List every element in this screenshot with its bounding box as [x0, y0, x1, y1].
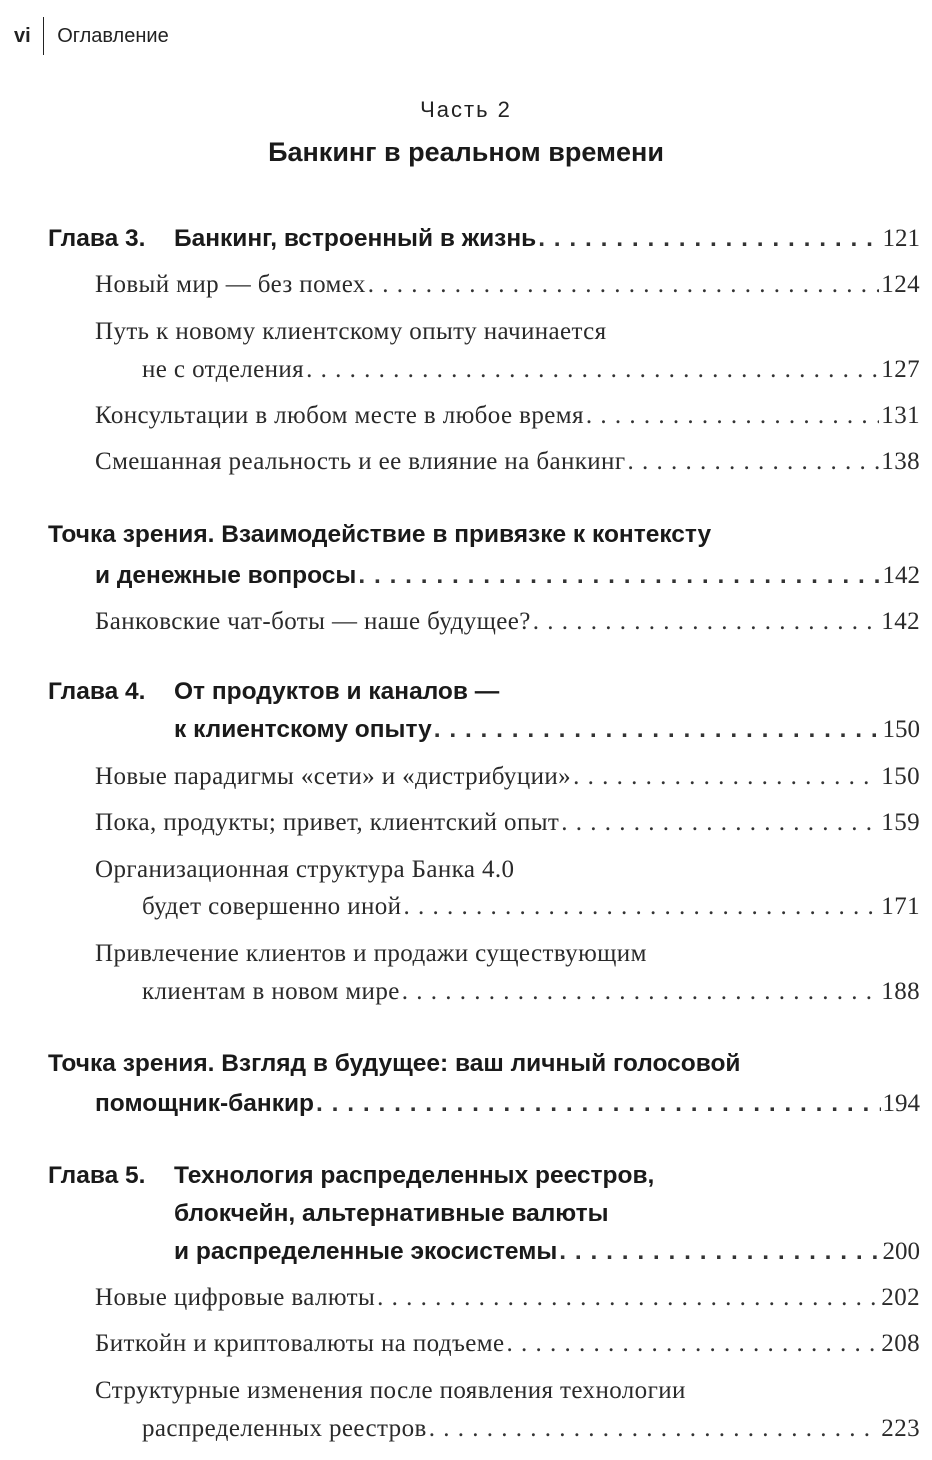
toc-entry-chapter-4[interactable]: [0, 716, 920, 752]
section-title: Консультации в любом месте в любое время: [95, 402, 584, 429]
toc-entry-section[interactable]: [0, 1415, 920, 1451]
toc-entry-viewpoint[interactable]: [0, 562, 920, 598]
toc-entry-section[interactable]: [0, 763, 920, 799]
part-title: Банкинг в реальном времени: [268, 137, 664, 167]
toc-entry-chapter-3[interactable]: [0, 225, 920, 261]
chapter-title-continued: и распределенные экосистемы: [174, 1238, 558, 1265]
viewpoint-title-continued: помощник-банкир: [95, 1090, 315, 1117]
page-ref: 138: [881, 448, 920, 475]
chapter-title: Технология распределенных реестров,: [174, 1162, 655, 1189]
viewpoint-title-line[interactable]: Точка зрения. Взгляд в будущее: ваш личный голосовой: [48, 1050, 741, 1077]
leader-dots: [434, 716, 881, 744]
page-ref: 150: [881, 763, 920, 790]
leader-dots: [561, 809, 879, 837]
chapter-title: Банкинг, встроенный в жизнь: [174, 225, 537, 252]
section-title: Пока, продукты; привет, клиентский опыт: [95, 809, 560, 836]
section-title: Смешанная реальность и ее влияние на банкинг: [95, 448, 626, 475]
section-title-line[interactable]: Организационная структура Банка 4.0: [95, 856, 515, 883]
section-title-continued: не с отделения: [142, 356, 305, 383]
toc-entry-section[interactable]: [0, 893, 920, 929]
page-ref: 202: [881, 1284, 920, 1311]
chapter-label: Глава 5.: [48, 1162, 146, 1189]
page-ref: 131: [881, 402, 920, 429]
toc-entry-section[interactable]: [0, 448, 920, 484]
leader-dots: [402, 978, 880, 1006]
leader-dots: [403, 893, 879, 921]
page-ref: 121: [882, 225, 920, 252]
leader-dots: [573, 763, 879, 791]
viewpoint-title-continued: и денежные вопросы: [95, 562, 357, 589]
page-ref: 150: [882, 716, 920, 743]
leader-dots: [306, 356, 879, 384]
page-ref: 200: [882, 1238, 920, 1265]
page-ref: 142: [881, 608, 920, 635]
page-ref: 208: [881, 1330, 920, 1357]
leader-dots: [316, 1090, 880, 1118]
toc-entry-section[interactable]: [0, 809, 920, 845]
chapter-heading-line[interactable]: [48, 678, 499, 714]
section-title: Банковские чат-боты — наше будущее?: [95, 608, 531, 635]
running-header: [14, 17, 169, 55]
toc-entry-section[interactable]: [0, 402, 920, 438]
toc-entry-section[interactable]: [0, 608, 920, 644]
section-title: Новый мир — без помех: [95, 271, 366, 298]
chapter-label: Глава 3.: [48, 225, 146, 252]
chapter-title: От продуктов и каналов —: [174, 678, 500, 705]
viewpoint-title-line[interactable]: Точка зрения. Взаимодействие в привязке к контексту: [48, 521, 712, 548]
leader-dots: [368, 271, 880, 299]
leader-dots: [507, 1330, 880, 1358]
section-title-continued: будет совершенно иной: [142, 893, 402, 920]
page-ref: 127: [881, 356, 920, 383]
section-title: Биткойн и криптовалюты на подъеме: [95, 1330, 505, 1357]
section-title: Новые парадигмы «сети» и «дистрибуции»: [95, 763, 572, 790]
leader-dots: [377, 1284, 879, 1312]
page-ref: 188: [881, 978, 920, 1005]
section-title-line[interactable]: Привлечение клиентов и продажи существующим: [95, 940, 647, 967]
leader-dots: [559, 1238, 880, 1266]
toc-entry-viewpoint[interactable]: [0, 1090, 920, 1126]
leader-dots: [429, 1415, 880, 1443]
section-title-continued: распределенных реестров: [142, 1415, 427, 1442]
page-number: vi: [14, 24, 31, 47]
leader-dots: [358, 562, 880, 590]
section-title-line[interactable]: Путь к новому клиентскому опыту начинается: [95, 318, 607, 345]
page-ref: 223: [881, 1415, 920, 1442]
chapter-label: Глава 4.: [48, 678, 146, 705]
part-label: Часть 2: [420, 97, 512, 122]
toc-entry-section[interactable]: [0, 1330, 920, 1366]
page-ref: 142: [882, 562, 920, 589]
toc-entry-section[interactable]: [0, 356, 920, 392]
toc-entry-chapter-5[interactable]: [0, 1238, 920, 1274]
toc-entry-section[interactable]: [0, 978, 920, 1014]
page-ref: 124: [881, 271, 920, 298]
chapter-title-continued: к клиентскому опыту: [174, 716, 432, 743]
section-title-line[interactable]: Структурные изменения после появления технологии: [95, 1377, 686, 1404]
header-section-title: Оглавление: [57, 24, 169, 47]
chapter-title-line[interactable]: блокчейн, альтернативные валюты: [174, 1200, 609, 1227]
chapter-heading-line[interactable]: [48, 1162, 654, 1198]
page-ref: 159: [881, 809, 920, 836]
toc-entry-section[interactable]: [0, 271, 920, 307]
section-title-continued: клиентам в новом мире: [142, 978, 400, 1005]
page-ref: 194: [882, 1090, 920, 1117]
leader-dots: [538, 225, 880, 253]
section-title: Новые цифровые валюты: [95, 1284, 376, 1311]
leader-dots: [533, 608, 880, 636]
toc-entry-section[interactable]: [0, 1284, 920, 1320]
leader-dots: [628, 448, 880, 476]
page-ref: 171: [881, 893, 920, 920]
leader-dots: [586, 402, 879, 430]
